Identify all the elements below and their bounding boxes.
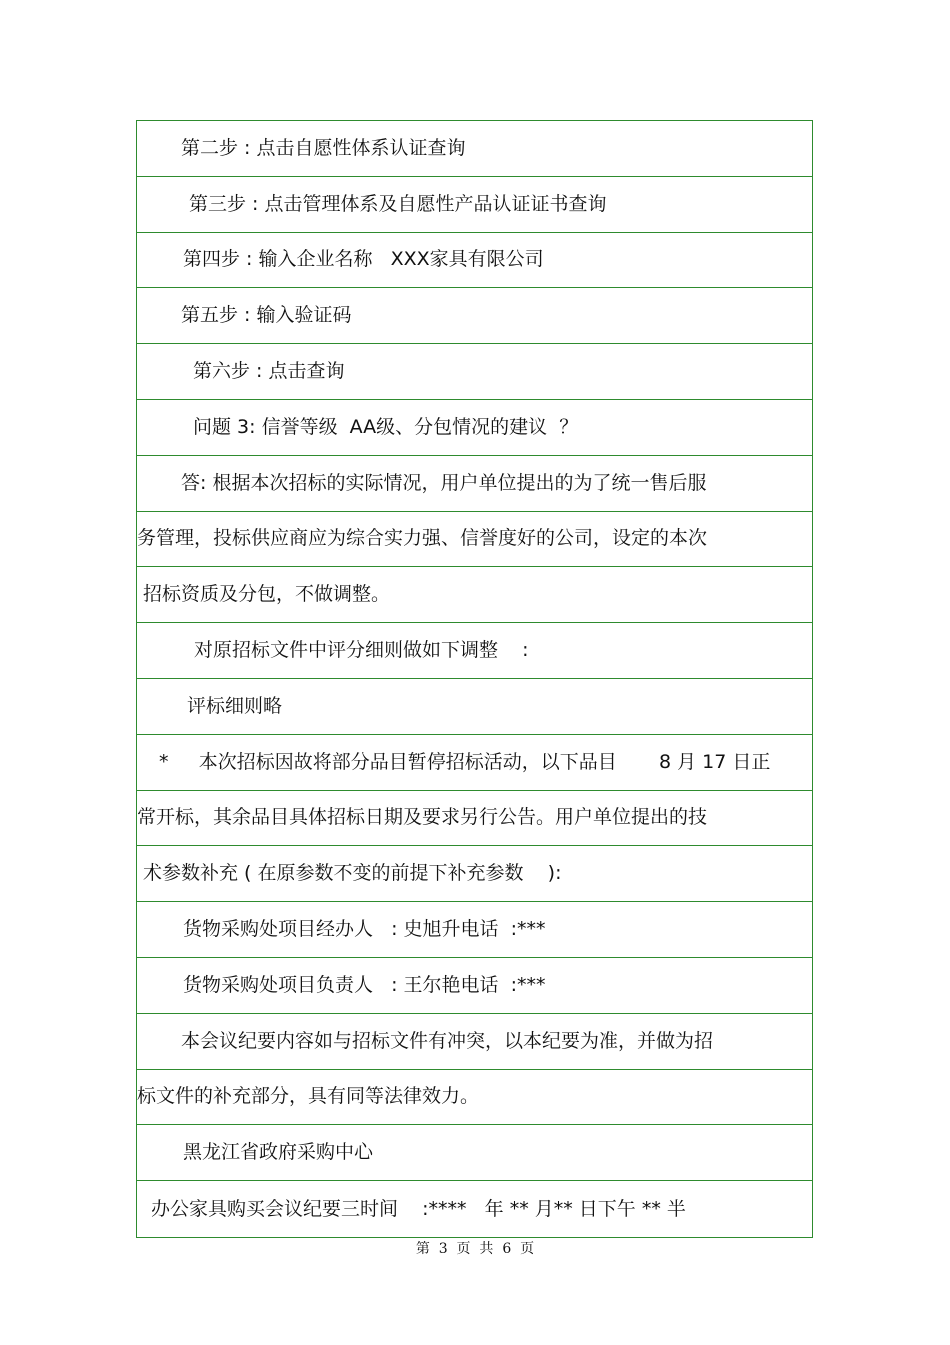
step-5-row: 第五步 : 输入验证码: [137, 288, 812, 344]
validity-line-1: 本会议纪要内容如与招标文件有冲突，以本纪要为准，并做为招: [137, 1014, 812, 1070]
step-4-row: 第四步 : 输入企业名称 XXX家具有限公司: [137, 233, 812, 289]
handler-contact-row: 货物采购处项目经办人 : 史旭升电话 :***: [137, 902, 812, 958]
scoring-details-row: 评标细则略: [137, 679, 812, 735]
step-2-row: 第二步 : 点击自愿性体系认证查询: [137, 121, 812, 177]
question-3-row: 问题 3: 信誉等级 AA级、分包情况的建议 ？: [137, 400, 812, 456]
answer-line-2: 务管理，投标供应商应为综合实力强、信誉度好的公司，设定的本次: [137, 512, 812, 568]
validity-line-2: 标文件的补充部分，具有同等法律效力。: [137, 1070, 812, 1126]
step-6-row: 第六步 : 点击查询: [137, 344, 812, 400]
answer-line-3: 招标资质及分包，不做调整。: [137, 567, 812, 623]
page-number-footer: 第 3 页 共 6 页: [415, 1241, 535, 1257]
notice-line-2: 常开标，其余品目具体招标日期及要求另行公告。用户单位提出的技: [137, 791, 812, 847]
document-table: [136, 120, 813, 1238]
answer-line-1: 答: 根据本次招标的实际情况，用户单位提出的为了统一售后服: [137, 456, 812, 512]
organization-name-row: 黑龙江省政府采购中心: [137, 1125, 812, 1181]
notice-line-1: * 本次招标因故将部分品目暂停招标活动，以下品目 8 月 17 日正: [137, 735, 812, 791]
adjustment-heading-row: 对原招标文件中评分细则做如下调整 :: [137, 623, 812, 679]
step-3-row: 第三步 : 点击管理体系及自愿性产品认证证书查询: [137, 177, 812, 233]
manager-contact-row: 货物采购处项目负责人 : 王尔艳电话 :***: [137, 958, 812, 1014]
notice-line-3: 术参数补充 ( 在原参数不变的前提下补充参数 ):: [137, 846, 812, 902]
meeting-time-row: 办公家具购买会议纪要三时间 :**** 年 ** 月** 日下午 ** 半: [151, 1197, 686, 1220]
